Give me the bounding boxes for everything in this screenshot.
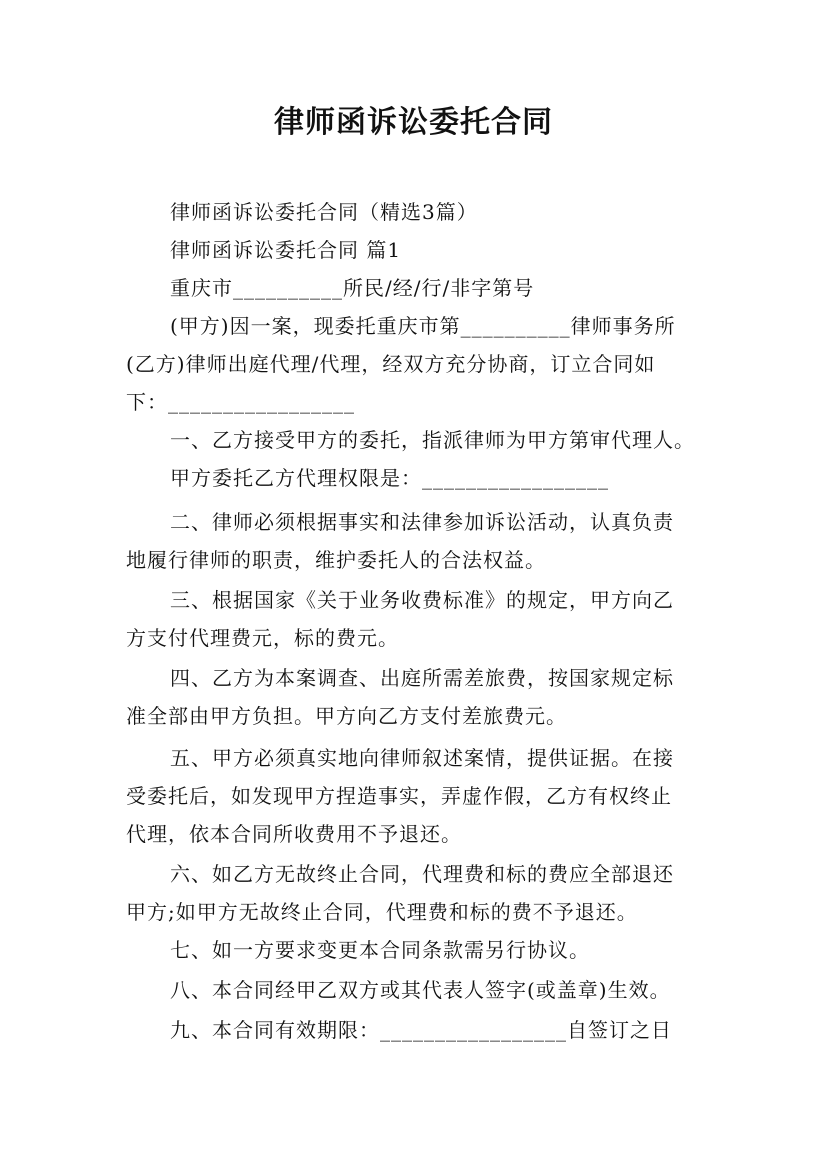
paragraph-line: (甲方)因一案，现委托重庆市第__________律师事务所	[170, 314, 676, 338]
clause-2: 二、律师必须根据事实和法律参加诉讼活动，认真负责	[170, 510, 674, 534]
paragraph-line: 方支付代理费元，标的费元。	[126, 626, 399, 650]
case-number-line: 重庆市__________所民/经/行/非字第号	[170, 276, 535, 300]
clause-7: 七、如一方要求变更本合同条款需另行协议。	[170, 938, 590, 962]
paragraph-line: 地履行律师的职责，维护委托人的合法权益。	[126, 548, 546, 572]
paragraph-line: (乙方)律师出庭代理/代理，经双方充分协商，订立合同如	[126, 352, 656, 376]
paragraph-line: 代理，依本合同所收费用不予退还。	[126, 822, 462, 846]
clause-1: 一、乙方接受甲方的委托，指派律师为甲方第审代理人。	[170, 428, 695, 452]
paragraph-line: 下：_________________	[126, 390, 355, 414]
paragraph-line: 受委托后，如发现甲方捏造事实，弄虚作假，乙方有权终止	[126, 784, 672, 808]
clause-9: 九、本合同有效期限：_________________自签订之日	[170, 1018, 672, 1042]
clause-3: 三、根据国家《关于业务收费标准》的规定，甲方向乙	[170, 588, 674, 612]
paragraph-line: 甲方;如甲方无故终止合同，代理费和标的费不予退还。	[126, 900, 638, 924]
paragraph-line: 甲方委托乙方代理权限是：_________________	[170, 466, 609, 490]
subtitle-line: 律师函诉讼委托合同（精选3篇）	[170, 200, 478, 224]
document-title: 律师函诉讼委托合同	[274, 105, 553, 140]
clause-8: 八、本合同经甲乙双方或其代表人签字(或盖章)生效。	[170, 978, 671, 1002]
section-heading: 律师函诉讼委托合同 篇1	[170, 238, 402, 262]
clause-4: 四、乙方为本案调查、出庭所需差旅费，按国家规定标	[170, 666, 674, 690]
clause-6: 六、如乙方无故终止合同，代理费和标的费应全部退还	[170, 862, 674, 886]
clause-5: 五、甲方必须真实地向律师叙述案情，提供证据。在接	[170, 746, 674, 770]
paragraph-line: 准全部由甲方负担。甲方向乙方支付差旅费元。	[126, 704, 567, 728]
